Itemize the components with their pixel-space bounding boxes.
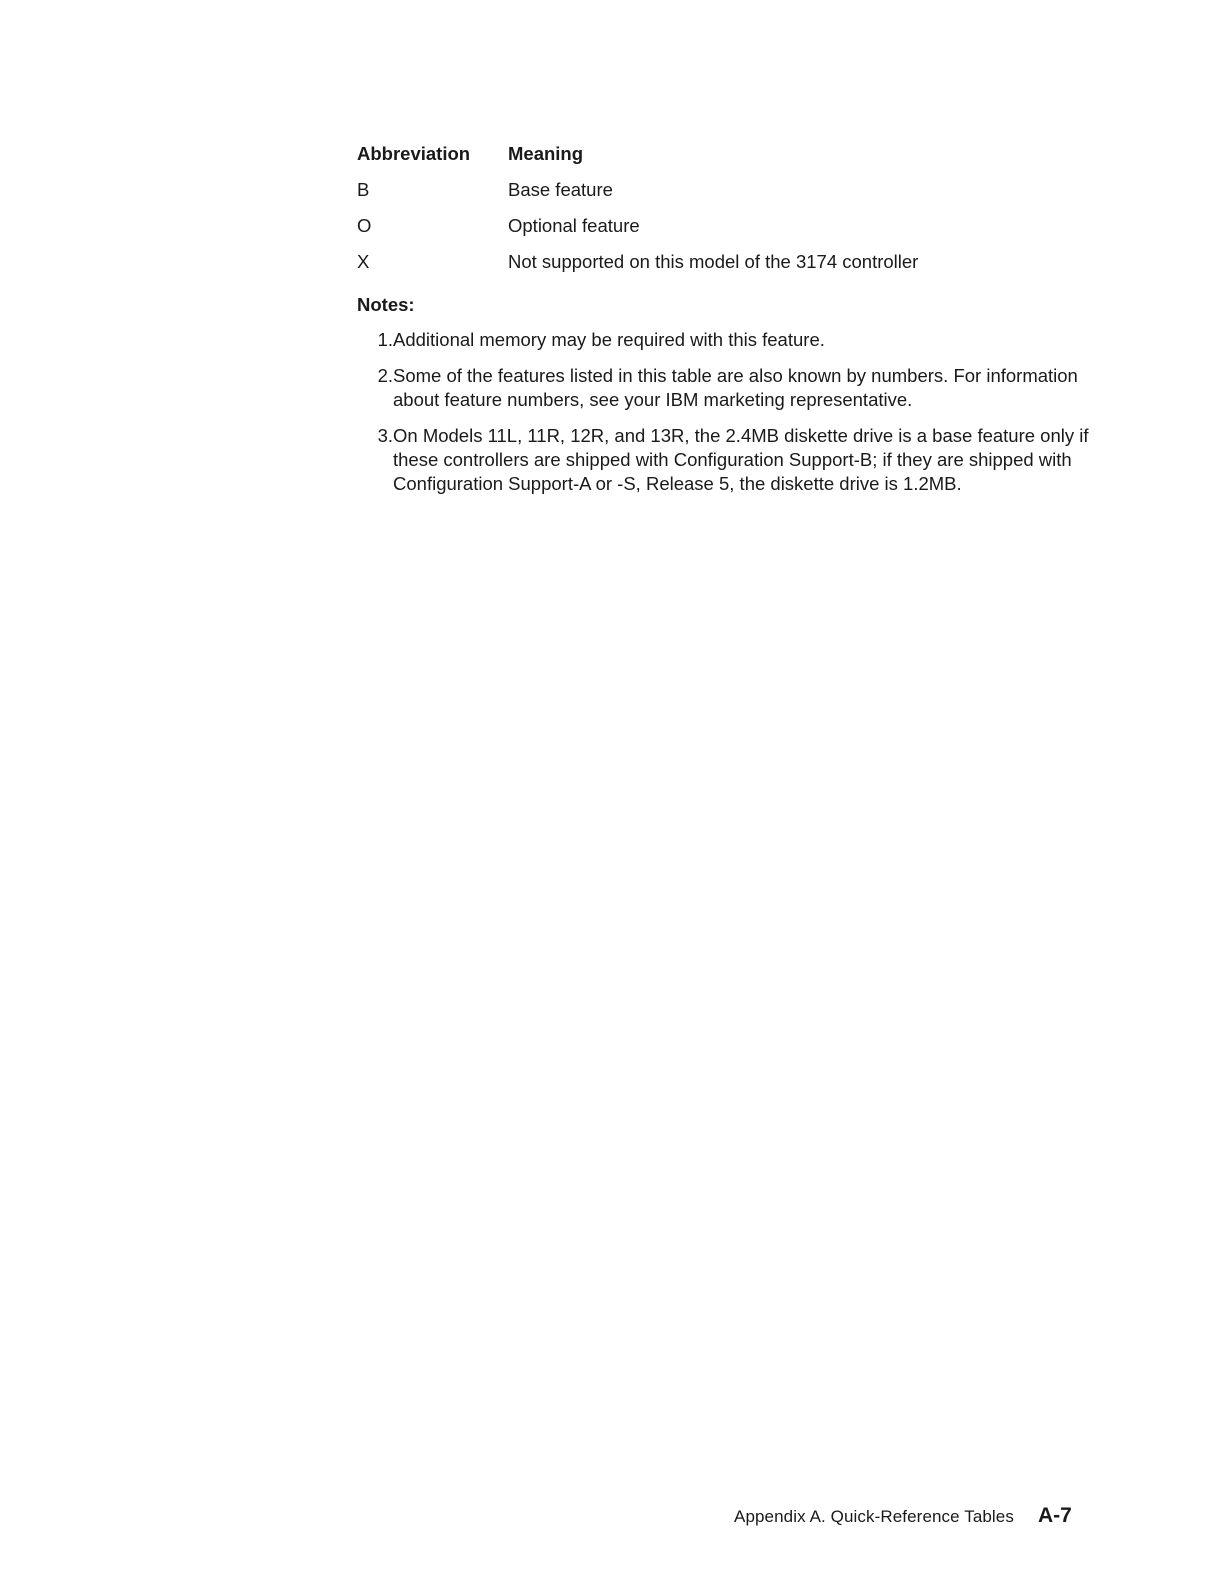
abbreviation-cell: B (357, 179, 370, 200)
note-text: Additional memory may be required with this feature. (393, 329, 825, 350)
meaning-column-header: Meaning (508, 143, 584, 164)
page-number: A-7 (1037, 1504, 1072, 1527)
page-footer (734, 1504, 1072, 1528)
note-number: 2. (377, 365, 393, 386)
note-text: On Models 11L, 11R, 12R, and 13R, the 2.4MB diskette drive is a base feature only if these controllers are shipped with Configuration Support-B; if they are shipped with Configuration Support-A or -S, Release 5, the diskette drive is 1.2MB. (393, 425, 1089, 494)
abbreviation-table-header (357, 136, 918, 172)
table-row (357, 208, 918, 244)
list-item (357, 328, 1097, 352)
meaning-cell: Base feature (508, 179, 613, 200)
table-row (357, 172, 918, 208)
list-item (357, 424, 1097, 496)
abbreviation-cell: X (357, 251, 370, 272)
footer-title: Appendix A. Quick-Reference Tables (734, 1507, 1014, 1526)
note-number: 1. (377, 329, 393, 350)
note-number: 3. (377, 425, 393, 446)
meaning-cell: Optional feature (508, 215, 640, 236)
abbreviation-column-header: Abbreviation (357, 143, 471, 164)
table-row (357, 244, 918, 280)
meaning-cell: Not supported on this model of the 3174 controller (508, 251, 919, 272)
notes-section (357, 292, 1097, 508)
note-text: Some of the features listed in this table are also known by numbers. For information about feature numbers, see your IBM marketing representative. (393, 365, 1078, 410)
notes-list (357, 328, 1097, 496)
abbreviation-table (357, 136, 918, 280)
list-item (357, 364, 1097, 412)
notes-heading: Notes: (357, 294, 415, 315)
abbreviation-cell: O (357, 215, 372, 236)
